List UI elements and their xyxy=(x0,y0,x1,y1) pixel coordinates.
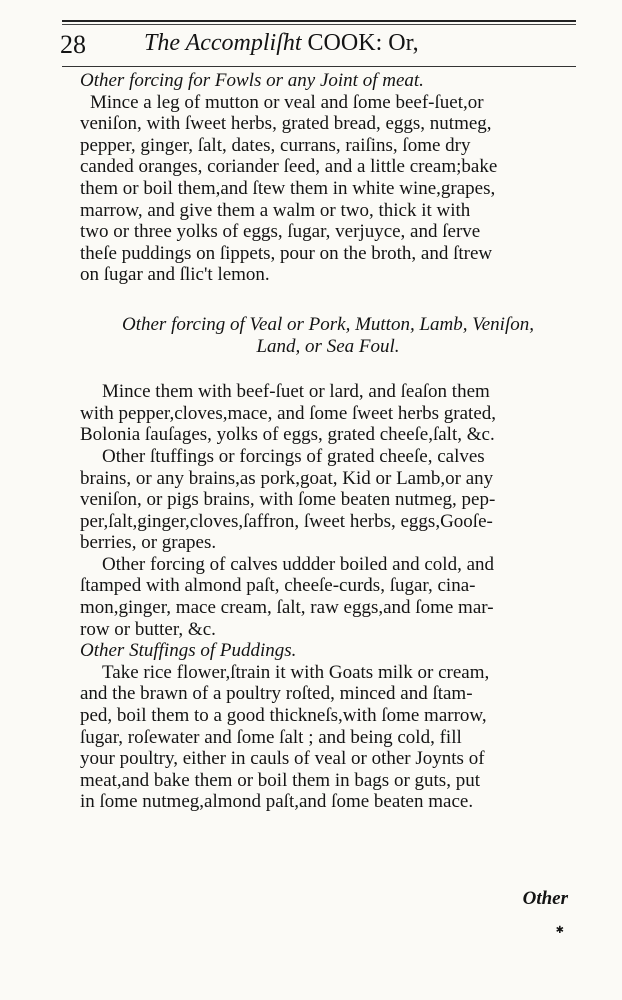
text-line: theſe puddings on ſippets, pour on the broth, and ſtrew xyxy=(80,242,493,264)
running-title-caps: COOK xyxy=(307,30,376,56)
text-line: row or butter, &c. xyxy=(80,618,216,640)
heading-line: Other forcing of Veal or Pork, Mutton, Lamb, Veniſon, xyxy=(122,313,534,335)
running-title xyxy=(144,30,419,57)
text-line: your poultry, either in cauls of veal or other Joynts of xyxy=(80,748,485,770)
text-line: with pepper,cloves,mace, and ſome ſweet herbs grated, xyxy=(80,402,497,424)
section-puddings-text xyxy=(80,662,576,813)
text-line: Mince them with beef-ſuet or lard, and ſeaſon them xyxy=(102,381,490,403)
text-line: Mince a leg of mutton or veal and ſome beef-ſuet,or xyxy=(90,91,484,113)
text-line: berries, or grapes. xyxy=(80,532,217,554)
running-header xyxy=(60,30,580,66)
top-rule-thin xyxy=(62,24,576,25)
ink-speck: ✱ xyxy=(555,925,564,936)
section-fowls-text xyxy=(80,92,576,286)
text-line: two or three yolks of eggs, ſugar, verjuyce, and ſerve xyxy=(80,221,481,243)
text-line: ped, boil them to a good thickneſs,with ſome marrow, xyxy=(80,705,487,727)
paragraph-mince-them xyxy=(80,381,576,446)
header-rule xyxy=(62,66,576,67)
paragraph-calves-udder xyxy=(80,554,576,640)
page-body xyxy=(80,70,576,813)
text-line: brains, or any brains,as pork,goat, Kid or Lamb,or any xyxy=(80,467,494,489)
section-heading-puddings: Other Stuffings of Puddings. xyxy=(80,640,297,662)
catchword: Other xyxy=(522,888,568,909)
text-line: mon,ginger, mace cream, ſalt, raw eggs,and ſome mar- xyxy=(80,597,494,619)
text-line: Other forcing of calves uddder boiled and cold, and xyxy=(102,553,495,575)
text-line: ſugar, roſewater and ſome ſalt ; and being cold, fill xyxy=(80,726,462,748)
text-line: Bolonia ſauſages, yolks of eggs, grated cheeſe,ſalt, &c. xyxy=(80,424,495,446)
text-line: canded oranges, coriander ſeed, and a little cream;bake xyxy=(80,156,498,178)
text-line: veniſon, or pigs brains, with ſome beaten nutmeg, pep- xyxy=(80,489,496,511)
text-line: in ſome nutmeg,almond paſt,and ſome beaten mace. xyxy=(80,791,474,813)
text-line: them or boil them,and ſtew them in white wine,grapes, xyxy=(80,177,496,199)
text-line: Take rice flower,ſtrain it with Goats milk or cream, xyxy=(102,661,490,683)
paragraph-other-stuffings xyxy=(80,446,576,554)
section-heading-fowls: Other forcing for Fowls or any Joint of meat. xyxy=(80,70,424,91)
text-line: and the brawn of a poultry roſted, minced and ſtam- xyxy=(80,683,473,705)
text-line: marrow, and give them a walm or two, thick it with xyxy=(80,199,471,221)
text-line: ſtamped with almond paſt, cheeſe-curds, ſugar, cina- xyxy=(80,575,476,597)
text-line: veniſon, with ſweet herbs, grated bread, eggs, nutmeg, xyxy=(80,113,492,135)
page-number: 28 xyxy=(60,30,86,59)
heading-line: Land, or Sea Foul. xyxy=(256,335,400,357)
top-rule xyxy=(62,20,576,22)
text-line: per,ſalt,ginger,cloves,ſaffron, ſweet herbs, eggs,Gooſe- xyxy=(80,510,493,532)
section-heading-veal xyxy=(80,314,576,357)
running-title-end: : Or, xyxy=(375,30,419,56)
text-line: meat,and bake them or boil them in bags or guts, put xyxy=(80,769,480,791)
text-line: on ſugar and ſlic't lemon. xyxy=(80,264,270,286)
text-line: Other ſtuffings or forcings of grated cheeſe, calves xyxy=(102,445,485,467)
text-line: pepper, ginger, ſalt, dates, currans, raiſins, ſome dry xyxy=(80,134,471,156)
running-title-italic: The Accompliſht xyxy=(144,30,302,56)
